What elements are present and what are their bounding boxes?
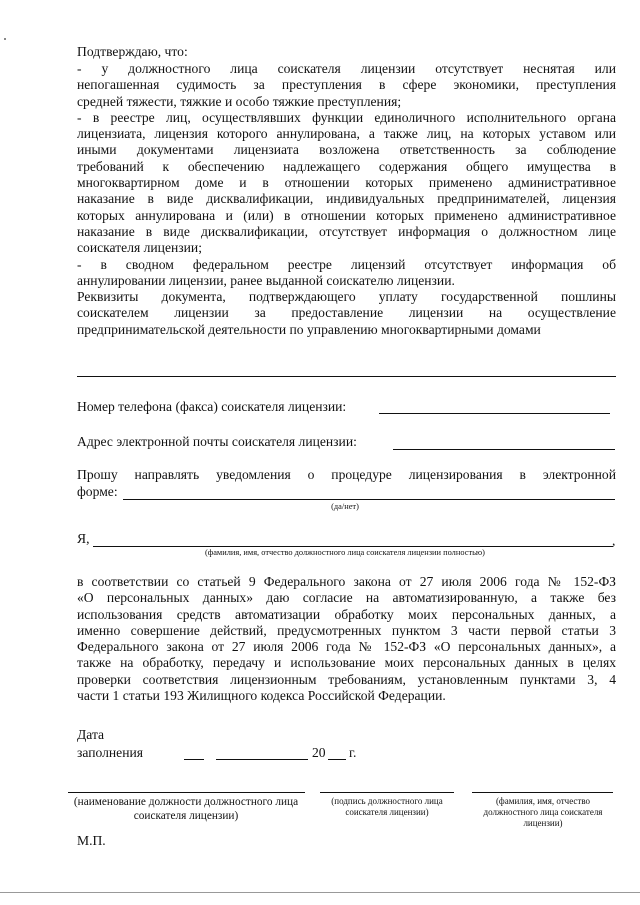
confirm-heading: Подтверждаю, что: — [77, 44, 188, 59]
date-month-line[interactable] — [216, 759, 308, 760]
confirm-line: наказание в виде дисквалификации, отсутствует информация о должностном лице — [77, 223, 616, 239]
date-year-suffix: г. — [349, 745, 357, 760]
notify-form-label: форме: — [77, 484, 118, 499]
confirm-line: средней тяжести, тяжкие и особо тяжкие преступления; — [77, 93, 402, 109]
confirm-line: предпринимательской деятельности по управлению многоквартирными домами — [77, 321, 541, 337]
consent-line: также на обработку, передачу и использование моих персональных данных в целях — [77, 655, 616, 671]
confirm-line: - в реестре лиц, осуществлявших функции единоличного исполнительного органа — [77, 109, 616, 125]
consent-line: в соответствии со статьей 9 Федерального закона от 27 июля 2006 года № 152-ФЗ — [77, 574, 616, 589]
notify-request — [77, 467, 616, 483]
notify-line-1: Прошу направлять уведомления о процедуре лицензирования в электронной — [77, 467, 616, 482]
notify-answer-line[interactable] — [123, 499, 615, 500]
consent-comma: , — [612, 533, 616, 548]
consent-paragraph — [77, 574, 616, 704]
name-line[interactable] — [472, 792, 613, 793]
confirm-line: иными документами лицензиата возложена ответственность за соблюдение — [77, 142, 616, 158]
phone-field-line[interactable] — [379, 413, 610, 414]
date-fill-label: заполнения — [77, 745, 144, 760]
confirm-paragraph — [77, 61, 616, 338]
name-caption: (фамилия, имя, отчество должностного лица соискателя лицензии) — [483, 796, 603, 828]
confirm-line: - в сводном федеральном реестре лицензий отсутствует информация об — [77, 256, 616, 272]
date-label: Дата — [77, 727, 105, 742]
confirm-line: - у должностного лица соискателя лицензии отсутствует неснятая или — [77, 61, 616, 76]
date-day-line[interactable] — [184, 759, 204, 760]
consent-line: использования средств автоматизации обработку моих персональных данных, а — [77, 606, 616, 622]
confirm-line: требований к обеспечению надлежащего содержания общего имущества в — [77, 158, 616, 174]
signature-line[interactable] — [320, 792, 454, 793]
confirm-line: Реквизиты документа, подтверждающего уплату государственной пошлины — [77, 289, 616, 305]
date-year-line[interactable] — [328, 759, 346, 760]
notify-hint: (да/нет) — [331, 502, 359, 511]
scan-speck — [4, 38, 6, 40]
consent-line: проверки соответствия лицензионным требованиям, установленным пунктами 3, 4 — [77, 671, 616, 687]
scan-bottom-edge — [0, 892, 640, 893]
confirm-line: непогашенная судимость за преступления в сфере экономики, преступления — [77, 77, 616, 93]
consent-line: именно совершение действий, предусмотренных пунктом 3 части первой статьи 3 — [77, 622, 616, 638]
phone-label: Номер телефона (факса) соискателя лицензии: — [77, 399, 347, 414]
date-year-prefix: 20 — [312, 745, 326, 760]
position-line[interactable] — [68, 792, 305, 793]
consent-line: части 1 статьи 193 Жилищного кодекса Российской Федерации. — [77, 688, 446, 704]
payment-details-line[interactable] — [77, 376, 616, 377]
signature-caption: (подпись должностного лица соискателя лицензии) — [331, 796, 443, 817]
email-field-line[interactable] — [393, 449, 615, 450]
consent-line: «О персональных данных» даю согласие на автоматизированную, а также без — [77, 590, 616, 606]
consent-line: Федерального закона от 27 июля 2006 года № 152-ФЗ «О персональных данных», а — [77, 639, 616, 655]
confirm-line: соискателя лицензии; — [77, 240, 202, 256]
full-name-line[interactable] — [93, 546, 613, 547]
consent-ya: Я, — [77, 531, 90, 546]
position-caption: (наименование должности должностного лица соискателя лицензии) — [73, 796, 299, 822]
stamp-label: М.П. — [77, 833, 106, 848]
confirm-line: лицензиата, лицензия которого аннулирована, а также лиц, на которых уставом или — [77, 126, 616, 142]
confirm-line: которых аннулирована и (или) в отношении которых применено административное — [77, 207, 616, 223]
confirm-line: наказание в виде дисквалификации, индивидуальных предпринимателей, лицензия — [77, 191, 616, 207]
email-label: Адрес электронной почты соискателя лицензии: — [77, 434, 357, 449]
confirm-line: аннулировании лицензии, ранее выданной соискателю лицензии. — [77, 272, 455, 288]
confirm-line: соискателем лицензии за предоставление лицензии на осуществление — [77, 305, 616, 321]
full-name-hint: (фамилия, имя, отчество должностного лица соискателя лицензии полностью) — [205, 548, 485, 557]
confirm-line: многоквартирном доме и в отношении которых применено административное — [77, 175, 616, 191]
